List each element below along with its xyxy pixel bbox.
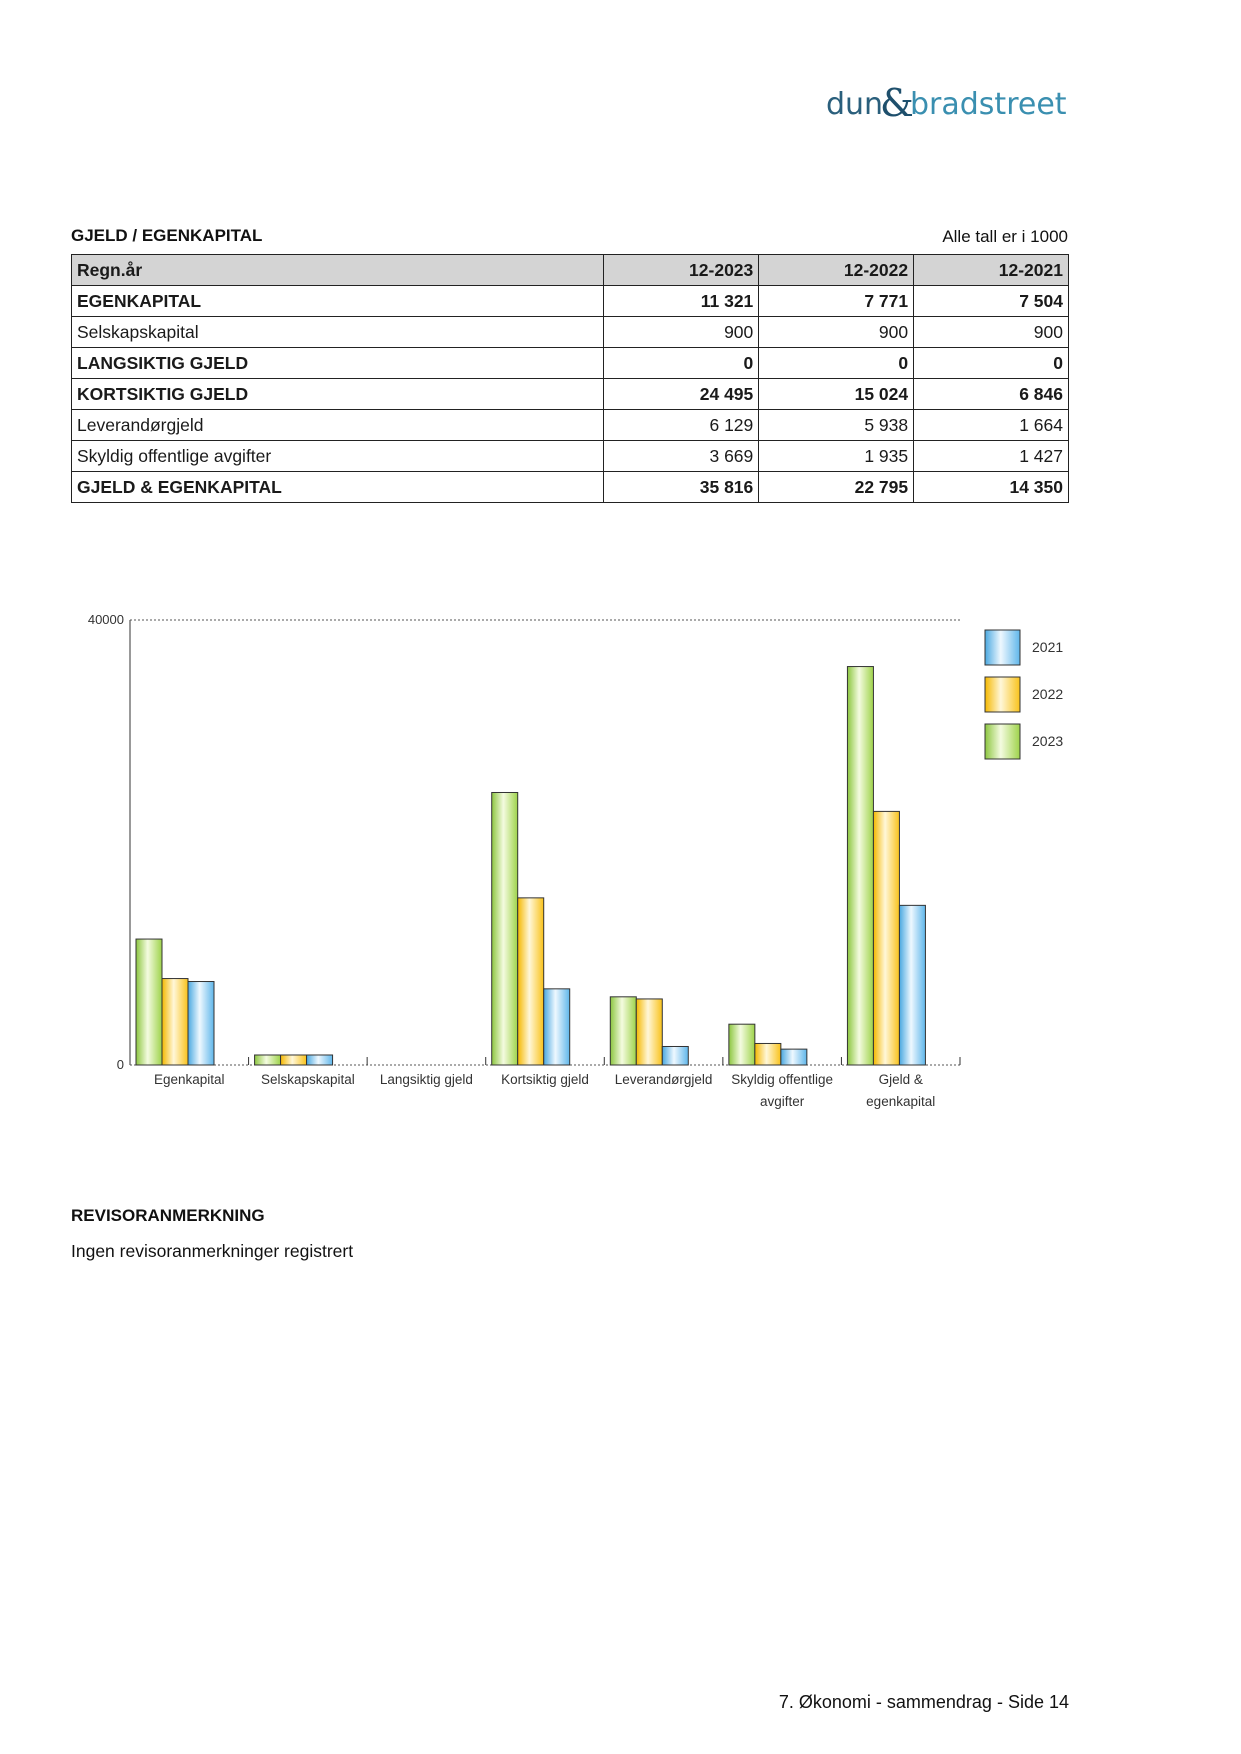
x-category-label: Gjeld & [878, 1072, 923, 1087]
row-value: 0 [914, 348, 1069, 379]
row-value: 0 [604, 348, 759, 379]
bar-2022 [873, 811, 899, 1065]
table-row [72, 286, 1069, 317]
table-row [72, 472, 1069, 503]
logo-text-bradstreet: bradstreet [910, 87, 1066, 122]
row-value: 14 350 [914, 472, 1069, 503]
row-value: 1 664 [914, 410, 1069, 441]
row-label: EGENKAPITAL [72, 286, 604, 317]
table-row [72, 317, 1069, 348]
y-tick-label: 0 [116, 1057, 124, 1072]
chart-svg [60, 610, 1080, 1130]
logo-text-dun: dun [826, 87, 884, 122]
row-label: KORTSIKTIG GJELD [72, 379, 604, 410]
bar-2023 [729, 1024, 755, 1065]
bar-2021 [307, 1055, 333, 1065]
table-row [72, 379, 1069, 410]
row-value: 3 669 [604, 441, 759, 472]
bar-2022 [162, 979, 188, 1065]
row-value: 15 024 [759, 379, 914, 410]
bar-2021 [188, 982, 214, 1065]
x-category-label: Leverandørgjeld [614, 1072, 713, 1087]
remarks-title: REVISORANMERKNING [71, 1206, 265, 1225]
legend-label: 2022 [1032, 686, 1064, 702]
row-value: 6 129 [604, 410, 759, 441]
row-value: 7 504 [914, 286, 1069, 317]
legend-swatch-2022 [985, 677, 1020, 712]
row-label: Selskapskapital [72, 317, 604, 348]
x-category-label: Skyldig offentlige [731, 1072, 834, 1087]
row-value: 1 427 [914, 441, 1069, 472]
bar-2021 [781, 1049, 807, 1065]
bar-2023 [492, 792, 518, 1065]
remarks-text: Ingen revisoranmerkninger registrert [71, 1241, 354, 1261]
section-title: GJELD / EGENKAPITAL [71, 226, 263, 245]
row-value: 1 935 [759, 441, 914, 472]
row-value: 6 846 [914, 379, 1069, 410]
row-label: Skyldig offentlige avgifter [72, 441, 604, 472]
bar-2022 [755, 1043, 781, 1065]
header-col-2023: 12-2023 [604, 255, 759, 286]
row-value: 0 [759, 348, 914, 379]
legend-swatch-2021 [985, 630, 1020, 665]
x-category-label: Selskapskapital [260, 1072, 355, 1087]
x-category-label: Kortsiktig gjeld [501, 1072, 589, 1087]
table-header-row [72, 255, 1069, 286]
bar-2022 [281, 1055, 307, 1065]
x-category-label: Egenkapital [154, 1072, 225, 1087]
row-value: 900 [759, 317, 914, 348]
row-label: Leverandørgjeld [72, 410, 604, 441]
x-category-label: egenkapital [866, 1094, 936, 1109]
x-category-label: Langsiktig gjeld [379, 1072, 473, 1087]
finance-table [71, 254, 1069, 503]
row-value: 24 495 [604, 379, 759, 410]
unit-note: Alle tall er i 1000 [942, 227, 1068, 246]
row-value: 900 [914, 317, 1069, 348]
bar-2023 [255, 1055, 281, 1065]
bar-2021 [899, 905, 925, 1065]
bar-2022 [636, 999, 662, 1065]
row-value: 5 938 [759, 410, 914, 441]
dun-bradstreet-logo [826, 78, 1066, 124]
row-value: 11 321 [604, 286, 759, 317]
logo-ampersand: & [880, 81, 914, 124]
table-row [72, 410, 1069, 441]
bar-2023 [610, 997, 636, 1065]
legend-label: 2021 [1032, 639, 1064, 655]
header-col-2021: 12-2021 [914, 255, 1069, 286]
row-value: 7 771 [759, 286, 914, 317]
bar-2023 [847, 667, 873, 1065]
row-label: LANGSIKTIG GJELD [72, 348, 604, 379]
header-label: Regn.år [72, 255, 604, 286]
row-label: GJELD & EGENKAPITAL [72, 472, 604, 503]
table-row [72, 441, 1069, 472]
row-value: 35 816 [604, 472, 759, 503]
legend-label: 2023 [1032, 733, 1064, 749]
page-footer: 7. Økonomi - sammendrag - Side 14 [778, 1692, 1069, 1712]
x-category-label: avgifter [760, 1094, 805, 1109]
legend-swatch-2023 [985, 724, 1020, 759]
bar-chart [60, 610, 1080, 1135]
bar-2021 [662, 1046, 688, 1065]
table-row [72, 348, 1069, 379]
bar-2022 [518, 898, 544, 1065]
bar-2021 [544, 989, 570, 1065]
y-tick-label: 40000 [87, 612, 124, 627]
bar-2023 [136, 939, 162, 1065]
row-value: 22 795 [759, 472, 914, 503]
row-value: 900 [604, 317, 759, 348]
header-col-2022: 12-2022 [759, 255, 914, 286]
